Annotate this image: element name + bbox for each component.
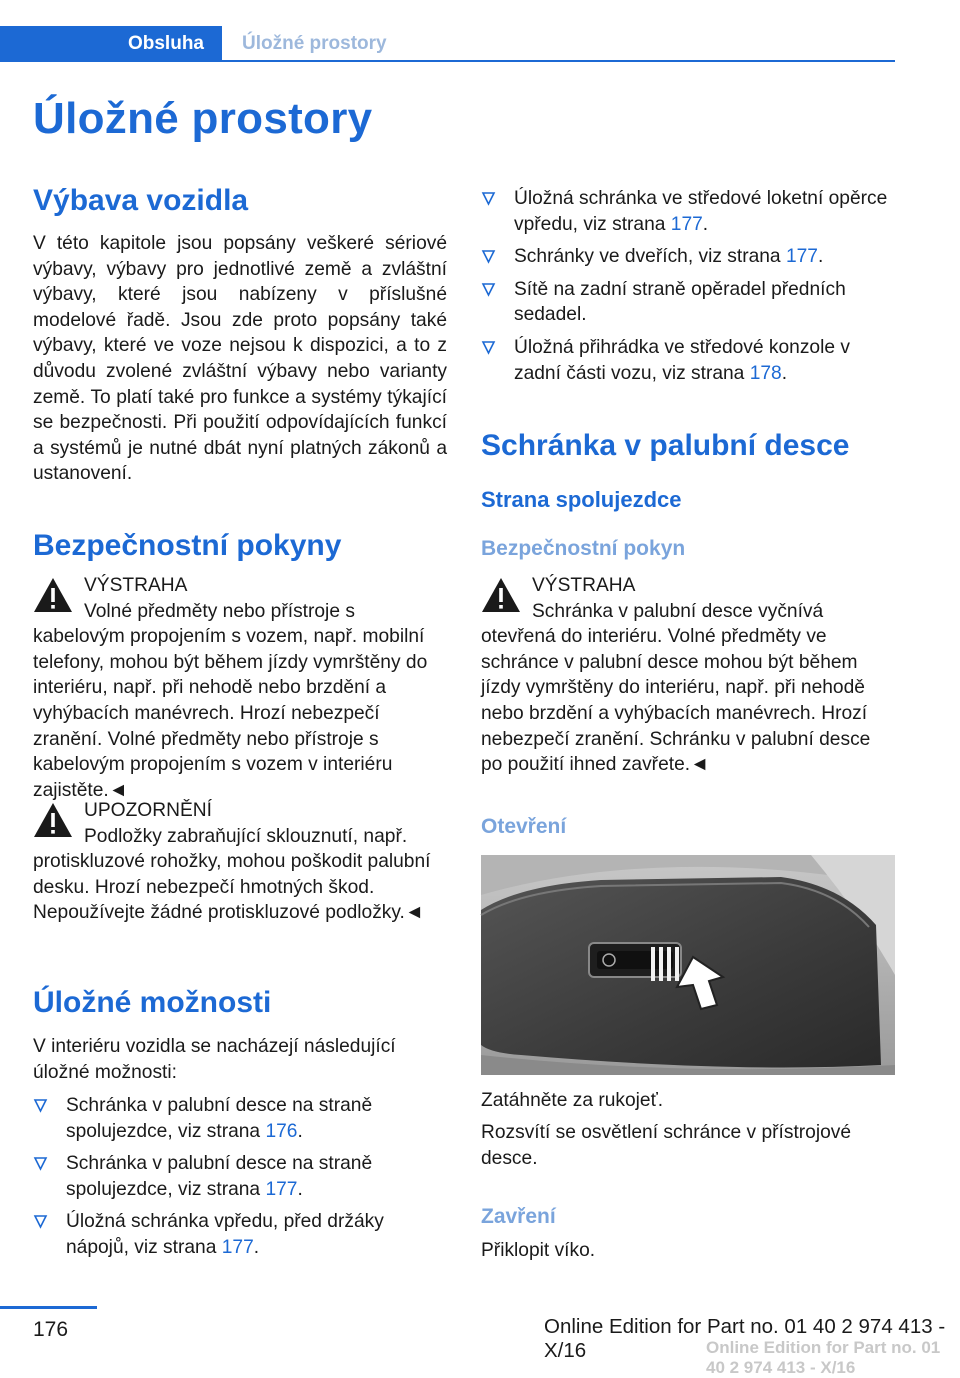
paragraph-zatahnete: Zatáhněte za rukojeť.: [481, 1090, 664, 1111]
page-link[interactable]: 177: [265, 1178, 298, 1200]
list-item: Úložná schránka ve středové loketní opěrce vpředu, viz strana 177.: [481, 186, 895, 237]
header-bar: [0, 26, 895, 62]
warning-triangle-icon: [33, 577, 73, 613]
storage-list-left: [33, 1093, 447, 1268]
heading-schranka: Schránka v palubní desce: [481, 429, 850, 462]
warning-text: Volné předměty nebo přístroje s kabelovým propojením s vozem, např. mobilní telefony, mohou být během jízdy vymrštěny do interiéru, např. při nehodě nebo brzdění a vyhýbacích manévrech. Hrozí nebezpečí zranění. Volné předměty nebo přístroje s kabelovým propojením s vozem v interiéru zajistěte.◄: [33, 600, 428, 801]
page-title: Úložné prostory: [33, 94, 373, 143]
heading-ulozne-moznosti: Úložné možnosti: [33, 986, 272, 1019]
warning-text: Schránka v palubní desce vyčnívá otevřená do interiéru. Volné předměty ve schránce v palubní desce mohou být během jízdy vymrštěny do interiéru, např. při nehodě nebo brzdění a vyhýbacích manévrech. Hrozí nebezpečí zranění. Schránku v palubní desce po použití ihned zavřete.◄: [481, 600, 871, 776]
page-link[interactable]: 176: [265, 1120, 298, 1142]
bullet-triangle-icon: [482, 192, 495, 206]
warning-triangle-icon: [33, 802, 73, 838]
section-tab[interactable]: Úložné prostory: [242, 33, 387, 54]
heading-otevreni: Otevření: [481, 815, 567, 838]
bullet-triangle-icon: [34, 1157, 47, 1171]
bullet-triangle-icon: [482, 341, 495, 355]
paragraph-vybava: V této kapitole jsou popsány veškeré sériové výbavy, výbavy pro jednotlivé země a zvláštní výbavy, které jsou nabízeny v příslušné modelové řadě. Jsou zde proto popsány také výbavy, které ve voze nejsou k dispozici, a to z důvodu zvolené zvláštní výbavy nebo varianty země. To platí také pro funkce a systémy týkající se bezpečnosti. Při použití odpovídajících funkcí a systémů je nutné dbát nyní platných zákonů a ustanovení.: [33, 233, 447, 485]
page-link[interactable]: 178: [749, 362, 782, 384]
footer-rule: [0, 1306, 97, 1309]
warning-label: VÝSTRAHA: [532, 575, 636, 596]
bullet-triangle-icon: [482, 250, 495, 264]
online-edition-text: Online Edition for Part no. 01 40 2 974 413 - X/16: [544, 1315, 946, 1362]
warning-block-2: [33, 798, 447, 926]
list-item: Schránka v palubní desce na straně spolujezdce, viz strana 177.: [33, 1151, 447, 1202]
paragraph-moznosti: V interiéru vozidla se nacházejí následující úložné možnosti:: [33, 1036, 396, 1083]
list-item: Úložná přihrádka ve středové konzole v zadní části vozu, viz strana 178.: [481, 335, 895, 386]
warning-text: Podložky zabraňující sklouznutí, např. protiskluzové rohožky, mohou poškodit palubní desku. Hrozí nebezpečí hmotných škod. Nepoužívejte žádné protiskluzové podložky.◄: [33, 825, 431, 924]
warning-label: UPOZORNĚNÍ: [84, 800, 212, 821]
warning-label: VÝSTRAHA: [84, 575, 188, 596]
list-item: Úložná schránka vpředu, před držáky nápojů, viz strana 177.: [33, 1209, 447, 1260]
paragraph-priklopit: Přiklopit víko.: [481, 1240, 596, 1261]
bullet-triangle-icon: [482, 283, 495, 297]
page-number: 176: [33, 1318, 69, 1341]
heading-vybava: Výbava vozidla: [33, 184, 249, 217]
heading-zavreni: Zavření: [481, 1205, 556, 1228]
storage-list-right: [481, 186, 895, 393]
warning-block-1: [33, 573, 447, 803]
list-item: Sítě na zadní straně opěradel předních sedadel.: [481, 277, 895, 328]
paragraph-rozsviti: Rozsvítí se osvětlení schránce v přístrojové desce.: [481, 1122, 852, 1169]
bullet-triangle-icon: [34, 1099, 47, 1113]
watermark: Online Edition for Part no. 01 40 2 974 413 - X/16: [706, 1338, 941, 1377]
page-link[interactable]: 177: [670, 213, 703, 235]
page-link[interactable]: 177: [785, 246, 818, 268]
glovebox-photo: [481, 855, 895, 1075]
warning-triangle-icon: [481, 577, 521, 613]
chapter-tab[interactable]: Obsluha: [0, 26, 222, 62]
glovebox-illustration: [481, 855, 895, 1075]
warning-block-3: [481, 573, 895, 778]
page-link[interactable]: 177: [221, 1236, 254, 1258]
list-item: Schránka v palubní desce na straně spolujezdce, viz strana 176.: [33, 1093, 447, 1144]
heading-bezpecnostni-pokyn: Bezpečnostní pokyn: [481, 537, 686, 560]
list-item: Schránky ve dveřích, viz strana 177.: [481, 244, 895, 270]
heading-strana-spolujezdce: Strana spolujezdce: [481, 487, 682, 512]
heading-bezpecnostni-pokyny: Bezpečnostní pokyny: [33, 529, 342, 562]
bullet-triangle-icon: [34, 1215, 47, 1229]
